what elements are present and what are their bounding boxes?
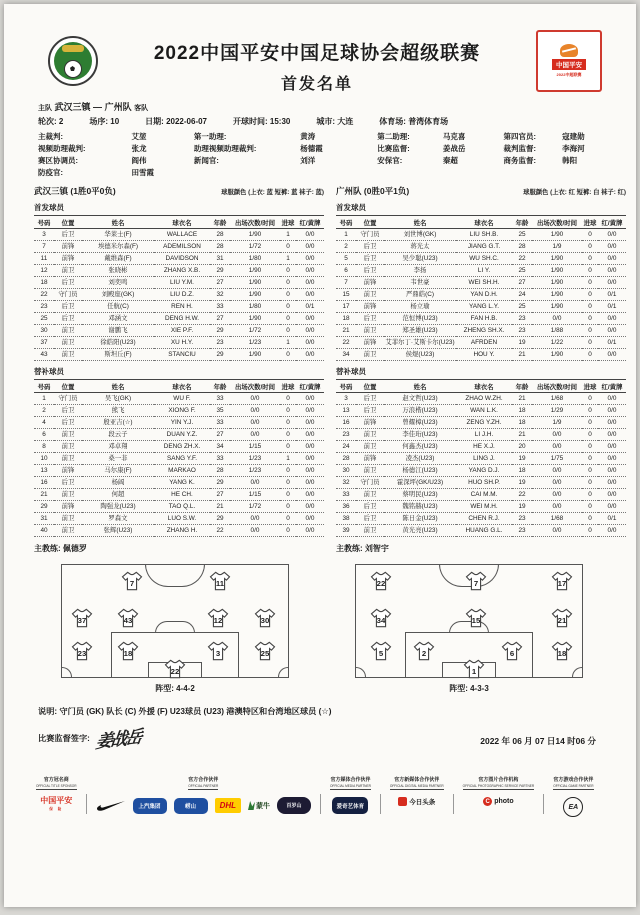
svg-text:34: 34: [376, 615, 386, 625]
match-info-item: 轮次: 2: [38, 117, 64, 126]
column-header: 红/黄牌: [296, 380, 324, 393]
table-header-row: [336, 380, 626, 393]
player-shirt-icon: [551, 642, 572, 661]
svg-text:22: 22: [376, 578, 386, 588]
player-row: 43 前卫 斯坦丘(F) STANCIU 29 1/90 0 0/0: [34, 349, 324, 361]
corner-arc: [355, 667, 366, 678]
column-header: 进球: [582, 380, 598, 393]
home-name: 武汉三镇: [34, 186, 69, 196]
home-formation-caption: 阵型: 4-4-2: [155, 684, 195, 693]
ic-photo-logo: C photo: [483, 797, 513, 806]
svg-text:1: 1: [471, 666, 476, 676]
corner-arc: [61, 667, 72, 678]
table-header-row: [336, 216, 626, 229]
column-header: 年龄: [512, 216, 532, 229]
player-row: 1 守门员 吴飞(GK) WU F. 33 0/0 0 0/0: [34, 393, 324, 405]
column-header: 球衣名: [456, 216, 512, 229]
pingan-logo: 中国平安 保 险: [40, 796, 73, 811]
officials-grid: [38, 131, 610, 179]
player-row: 17 前锋 杨立瑜 YANG L.Y. 25 1/90 0 0/1: [336, 301, 626, 313]
column-header: 姓名: [384, 216, 456, 229]
divider: [86, 794, 87, 814]
player-row: 7 前锋 埃德米尔森(F) ADEMILSON 28 1/72 0 0/0: [34, 241, 324, 253]
supervisor-signature: 姜战岳: [94, 727, 142, 753]
player-row: 36 后卫 魏铭赫(U23) WEI M.H. 19 0/0 0 0/0: [336, 501, 626, 513]
player-shirt-icon: [210, 571, 231, 590]
away-formation: [328, 564, 610, 694]
official-row: 新闻官: 刘洋: [193, 156, 316, 165]
away-subs-title: 替补球员: [336, 367, 366, 376]
player-row: 30 前卫 谢鹏飞 XIE P.F. 29 1/72 0 0/0: [34, 325, 324, 337]
cfa-crest-band: [62, 45, 84, 52]
svg-text:6: 6: [509, 648, 515, 658]
player-row: 16 前锋 曾耀樟(U23) ZENG Y.ZH. 18 1/9 0 0/0: [336, 417, 626, 429]
title-sponsor-group: 官方冠名商 OFFICIAL TITLE SPONSOR 中国平安 保 险: [36, 777, 77, 811]
column-header: 球衣名: [154, 380, 210, 393]
player-row: 8 前卫 邓卓翔 DENG ZH.X. 34 1/15 0 0/0: [34, 441, 324, 453]
column-header: 姓名: [82, 216, 154, 229]
away-kit-colors: 球服颜色 (上衣: 红 短裤: 白 袜子: 红): [523, 189, 626, 196]
player-row: 33 前卫 蔡明民(U23) CAI M.M. 22 0/0 0 0/0: [336, 489, 626, 501]
player-shirt-icon: [413, 642, 434, 661]
saic-logo: 上汽集团: [133, 798, 167, 814]
player-shirt-icon: [255, 642, 276, 661]
home-starters-table: [34, 215, 324, 361]
player-row: 2 后卫 蒋光太 JIANG G.T. 28 1/9 0 0/0: [336, 241, 626, 253]
away-record: (0胜0平1负): [363, 186, 410, 196]
svg-text:43: 43: [123, 615, 132, 625]
away-team-column: [336, 185, 626, 556]
home-pitch-diagram: [61, 564, 289, 678]
svg-text:25: 25: [261, 648, 270, 658]
vs-dash: —: [93, 102, 103, 112]
signature-label: 比赛监督签字:: [38, 734, 90, 743]
away-formation-caption: 阵型: 4-3-3: [449, 684, 489, 693]
official-row: 赛区协调员: 阎伟: [38, 156, 147, 165]
football-icon: [64, 60, 82, 78]
digital-media-logo: 今日头条: [398, 797, 435, 806]
ea-sports-logo: EA: [563, 797, 583, 817]
officials-col-1: [38, 131, 194, 179]
home-label: 主队: [38, 105, 52, 112]
svg-text:22: 22: [170, 666, 180, 676]
player-row: 21 前卫 郑圣雄(U23) ZHENG SH.X. 23 1/88 0 0/0: [336, 325, 626, 337]
svg-text:18: 18: [123, 648, 132, 658]
official-row: 防疫官: 田雪霞: [38, 168, 154, 177]
player-shirt-icon: [370, 608, 391, 627]
sheet-subtitle: 首发名单: [280, 76, 353, 93]
player-shirt-icon: [207, 608, 228, 627]
home-coach-line: 主教练: 佩德罗: [34, 544, 87, 553]
player-shirt-icon: [72, 608, 93, 627]
league-title: 2022中国平安中国足球协会超级联赛: [153, 43, 481, 64]
partner-group: 官方合作伙伴 OFFICIAL PARTNER 上汽集团 崂山 DHL 蒙牛 百岁山: [96, 776, 311, 814]
player-row: 31 前卫 罗森文 LUO S.W. 29 0/0 0 0/0: [34, 513, 324, 525]
column-header: 红/黄牌: [598, 380, 626, 393]
corner-arc: [572, 667, 583, 678]
svg-text:3: 3: [215, 648, 221, 658]
player-row: 23 前卫 李佳珩(U23) LI J.H. 21 0/0 0 0/0: [336, 429, 626, 441]
column-header: 号码: [34, 380, 54, 393]
column-header: 出场次数/时间: [532, 380, 582, 393]
formations-section: [34, 564, 610, 694]
match-info-item: 场序: 10: [89, 117, 120, 126]
column-header: 年龄: [210, 380, 230, 393]
player-row: 13 后卫 万浪楷(U23) WAN L.K. 18 1/29 0 0/0: [336, 405, 626, 417]
mengniu-logo: 蒙牛: [248, 801, 270, 811]
player-shirt-icon: [551, 608, 572, 627]
column-header: 位置: [356, 216, 384, 229]
away-subs-table: [336, 379, 626, 537]
media-partner-group: 官方媒体合作伙伴 OFFICIAL MEDIA PARTNER 爱奇艺体育: [330, 776, 371, 814]
away-starters-table: [336, 215, 626, 361]
svg-text:18: 18: [557, 648, 566, 658]
player-row: 13 前锋 马尔康(F) MARKAO 28 1/23 0 0/0: [34, 465, 324, 477]
official-row: 主裁判: 艾堃: [38, 132, 147, 141]
player-row: 16 后卫 杨阔 YANG K. 29 0/0 0 0/0: [34, 477, 324, 489]
column-header: 号码: [336, 380, 356, 393]
player-row: 6 前卫 段云子 DUAN Y.Z. 27 0/0 0 0/0: [34, 429, 324, 441]
home-formation: [34, 564, 316, 694]
player-row: 1 守门员 刘世博(GK) LIU SH.B. 25 1/90 0 0/0: [336, 229, 626, 241]
column-header: 红/黄牌: [296, 216, 324, 229]
official-row: 第四官员: 寇建勋: [503, 132, 585, 141]
svg-text:30: 30: [261, 615, 270, 625]
player-row: 3 后卫 华莱士(F) WALLACE 28 1/90 1 0/0: [34, 229, 324, 241]
sponsor-strip: [36, 776, 610, 817]
official-row: 商务监督: 韩阳: [503, 156, 578, 165]
divider: [380, 794, 381, 814]
column-header: 出场次数/时间: [532, 216, 582, 229]
player-row: 29 前锋 陶强龙(U23) TAO Q.L. 21 1/72 0 0/0: [34, 501, 324, 513]
ganten-logo: 百岁山: [277, 797, 311, 814]
svg-text:37: 37: [78, 615, 87, 625]
column-header: 年龄: [512, 380, 532, 393]
away-label: 客队: [134, 105, 149, 112]
home-coach-name: 佩德罗: [62, 544, 87, 553]
officials-col-4: [504, 131, 611, 179]
player-row: 39 前卫 黄光亮(U23) HUANG G.L. 23 0/0 0 0/0: [336, 525, 626, 537]
ic-photo-icon: C: [483, 797, 492, 806]
column-header: 进球: [280, 216, 296, 229]
column-header: 红/黄牌: [598, 216, 626, 229]
home-team-column: [34, 185, 324, 556]
match-info-item: 体育场: 普湾体育场: [379, 117, 449, 126]
home-formation-name: 4-4-2: [176, 684, 195, 693]
official-row: 比赛监督: 姜战岳: [377, 144, 466, 153]
officials-col-3: [377, 131, 503, 179]
match-title-line: [38, 100, 610, 113]
media-partner-logo: 爱奇艺体育: [332, 797, 368, 814]
column-header: 进球: [280, 380, 296, 393]
player-shirt-icon: [72, 642, 93, 661]
svg-text:7: 7: [129, 578, 135, 588]
teams-section: [34, 185, 626, 556]
column-header: 球衣名: [456, 380, 512, 393]
player-row: 32 守门员 霍深坪(GK/U23) HUO SH.P. 19 0/0 0 0/0: [336, 477, 626, 489]
pingan-emblem-icon: [560, 44, 578, 57]
match-sheet-page: [4, 4, 636, 907]
player-row: 12 前卫 张晓彬 ZHANG X.B. 29 1/90 0 0/0: [34, 265, 324, 277]
column-header: 位置: [356, 380, 384, 393]
home-subs-title: 替补球员: [34, 367, 64, 376]
player-row: 40 前卫 张辉(U23) ZHANG H. 22 0/0 0 0/0: [34, 525, 324, 537]
match-info-item: 开球时间: 15:30: [233, 117, 291, 126]
column-header: 出场次数/时间: [230, 380, 280, 393]
away-coach-name: 刘智宇: [364, 544, 389, 553]
player-shirt-icon: [463, 660, 484, 679]
official-row: 第一助理: 黄涛: [193, 132, 316, 141]
match-info-item: 城市: 大连: [316, 117, 354, 126]
player-row: 5 后卫 吴少聪(U23) WU SH.C. 22 1/90 0 0/0: [336, 253, 626, 265]
pingan-logo-box: [536, 30, 602, 92]
player-row: 3 后卫 赵文哲(U23) ZHAO W.ZH. 21 1/68 0 0/0: [336, 393, 626, 405]
player-shirt-icon: [255, 608, 276, 627]
svg-text:2: 2: [421, 648, 426, 658]
player-row: 15 前卫 严鼎皓(C) YAN D.H. 24 1/90 0 0/1: [336, 289, 626, 301]
player-shirt-icon: [370, 642, 391, 661]
match-info-item: 日期: 2022-06-07: [145, 117, 207, 126]
center-circle-arc: [145, 564, 205, 587]
column-header: 出场次数/时间: [230, 216, 280, 229]
away-team-header: [336, 185, 626, 197]
home-subs-table: [34, 379, 324, 537]
home-record: (1胜0平0负): [70, 186, 116, 196]
red-app-icon: [398, 797, 407, 806]
game-partner-group: 官方游戏合作伙伴 OFFICIAL GAME PARTNER EA: [553, 776, 593, 817]
svg-text:17: 17: [557, 578, 566, 588]
column-header: 位置: [54, 216, 82, 229]
svg-text:15: 15: [471, 615, 481, 625]
legend-note: 说明: 守门员 (GK) 队长 (C) 外援 (F) U23球员 (U23) 港澳特区和台湾地区球员 (☆): [38, 707, 332, 716]
home-kit-colors: 球服颜色 (上衣: 蓝 短裤: 蓝 袜子: 蓝): [221, 189, 324, 196]
player-shirt-icon: [465, 608, 486, 627]
player-row: 38 后卫 陈日金(U23) CHEN R.J. 23 1/68 0 0/1: [336, 513, 626, 525]
home-starters-title: 首发球员: [34, 203, 64, 212]
print-datetime: 2022 年 06 月 07 日14 时06 分: [480, 736, 596, 746]
player-shirt-icon: [207, 642, 228, 661]
player-row: 24 前卫 何鑫杰(U23) HE X.J. 20 0/0 0 0/0: [336, 441, 626, 453]
player-row: 30 前卫 杨德江(U23) YANG D.J. 18 0/0 0 0/0: [336, 465, 626, 477]
column-header: 年龄: [210, 216, 230, 229]
player-row: 10 前卫 桑一非 SANG Y.F. 33 1/23 1 0/0: [34, 453, 324, 465]
column-header: 进球: [582, 216, 598, 229]
corner-arc: [278, 667, 289, 678]
player-shirt-icon: [551, 571, 572, 590]
column-header: 位置: [54, 380, 82, 393]
table-header-row: [34, 216, 324, 229]
away-team-name: 广州队: [104, 102, 132, 112]
svg-text:12: 12: [213, 615, 223, 625]
player-row: 18 后卫 范恒博(U23) FAN H.B. 23 0/0 0 0/0: [336, 313, 626, 325]
column-header: 姓名: [82, 380, 154, 393]
away-starters-title: 首发球员: [336, 203, 366, 212]
player-shirt-icon: [122, 571, 143, 590]
official-row: 视频助理裁判: 张龙: [38, 144, 147, 153]
header: [48, 30, 602, 94]
official-row: 安保官: 秦超: [377, 156, 458, 165]
player-shirt-icon: [465, 571, 486, 590]
player-row: 2 后卫 熊飞 XIONG F. 35 0/0 0 0/0: [34, 405, 324, 417]
match-info-row: [38, 116, 610, 127]
player-row: 28 前锋 凌杰(U23) LING J. 19 1/75 0 0/0: [336, 453, 626, 465]
pingan-tagline: 2022中超联赛: [556, 72, 582, 77]
divider: [453, 794, 454, 814]
player-row: 18 后卫 刘奕鸣 LIU Y.M. 27 1/90 0 0/0: [34, 277, 324, 289]
laoshan-logo: 崂山: [174, 798, 208, 814]
player-shirt-icon: [501, 642, 522, 661]
dhl-logo: DHL: [215, 798, 241, 813]
home-team-header: [34, 185, 324, 197]
player-shirt-icon: [165, 660, 186, 679]
player-row: 6 后卫 李扬 LI Y. 25 1/90 0 0/0: [336, 265, 626, 277]
player-row: 21 前卫 何超 HE CH. 27 1/15 0 0/0: [34, 489, 324, 501]
player-row: 22 守门员 刘殿座(GK) LIU D.Z. 32 1/90 0 0/0: [34, 289, 324, 301]
table-header-row: [34, 380, 324, 393]
column-header: 号码: [34, 216, 54, 229]
title-block: [98, 30, 536, 94]
pingan-brand: 中国平安: [552, 59, 586, 70]
away-formation-name: 4-3-3: [470, 684, 489, 693]
player-shirt-icon: [117, 642, 138, 661]
svg-text:7: 7: [473, 578, 478, 588]
player-shirt-icon: [117, 608, 138, 627]
player-row: 4 后卫 殷亚吉(☆) YIN Y.J. 33 0/0 0 0/0: [34, 417, 324, 429]
away-name: 广州队: [336, 186, 362, 196]
official-row: 助理视频助理裁判: 杨德霞: [193, 144, 323, 153]
divider: [543, 794, 544, 814]
cfa-logo: [48, 36, 98, 86]
player-row: 37 前卫 徐皓阳(U23) XU H.Y. 23 1/23 1 0/0: [34, 337, 324, 349]
official-row: 第二助理: 马克喜: [377, 132, 466, 141]
player-row: 23 后卫 任航(C) REN H. 33 1/80 0 0/1: [34, 301, 324, 313]
player-row: 7 前锋 韦世豪 WEI SH.H. 27 1/90 0 0/0: [336, 277, 626, 289]
svg-text:11: 11: [216, 578, 225, 588]
divider: [320, 794, 321, 814]
away-pitch-diagram: [355, 564, 583, 678]
column-header: 号码: [336, 216, 356, 229]
nike-swoosh-icon: [96, 800, 126, 812]
digital-media-group: 官方新媒体合作伙伴 OFFICIAL DIGITAL MEDIA PARTNER 今日头条: [389, 777, 444, 806]
column-header: 球衣名: [154, 216, 210, 229]
player-row: 11 前锋 戴维森(F) DAVIDSON 31 1/80 1 0/0: [34, 253, 324, 265]
svg-text:21: 21: [557, 615, 566, 625]
player-row: 34 前卫 侯煜(U23) HOU Y. 21 1/90 0 0/0: [336, 349, 626, 361]
player-shirt-icon: [370, 571, 391, 590]
photo-partner-group: 官方图片合作机构 OFFICIAL PHOTOGRAPHIC SERVICE PARTNER C photo: [462, 777, 535, 805]
officials-col-2: [194, 131, 377, 179]
home-team-name: 武汉三镇: [54, 102, 91, 112]
official-row: 裁判监督: 李海河: [503, 144, 585, 153]
column-header: 姓名: [384, 380, 456, 393]
player-row: 25 后卫 邓涵文 DENG H.W. 27 1/90 0 0/0: [34, 313, 324, 325]
svg-text:23: 23: [78, 648, 87, 658]
player-row: 22 前锋 艾菲尔丁·艾斯卡尔(U23) AFRDEN 19 1/22 0 0/1: [336, 337, 626, 349]
svg-text:5: 5: [378, 648, 384, 658]
signature-row: [38, 725, 610, 753]
away-coach-line: 主教练: 刘智宇: [336, 544, 389, 553]
